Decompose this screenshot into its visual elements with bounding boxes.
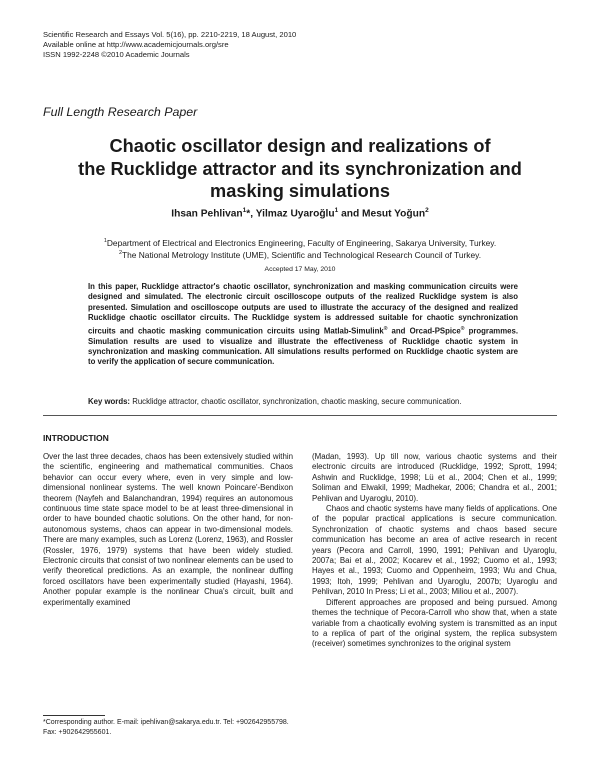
affiliation-number: 2 [118, 250, 122, 257]
affiliations [20, 236, 580, 261]
registered-mark: ® [460, 325, 465, 332]
body-paragraph: Chaos and chaotic systems have many fields of applications. One of the popular practical applications is secure communication. Synchronization of chaotic systems and chaos based secure communication has become an area of active research in recent years (Pecora and Carroll, 1990, 1991; Pehlivan and Uyaroglu, 2007a; Bai et al., 2002; Kocarev et al., 1992; Cuomo et al., 1993; Hayes et al., 1993; Cuomo and Oppenheim, 1993; Wu and Chua, 1993; Itoh, 1999; Pehlivan and Uyaroglu, 2007b; Uyaroglu and Pehlivan, 2010 In Press; Li et al., 2003; Miliou et al., 2007). [312, 504, 557, 597]
author-conjunction: and [341, 208, 360, 220]
keywords-label: Key words: [88, 397, 131, 406]
author-name: Yilmaz Uyaroğlu [255, 208, 335, 220]
paper-type: Full Length Research Paper [43, 105, 198, 119]
abstract-text: programmes. Simulation results are used to visualize and illustrate the effectiveness of Rucklidge chaotic system in synchronization and masking communication. All simulations results performed on Rucklidge chaotic system are to verify the application of secure communication. [88, 326, 518, 367]
body-paragraph: (Madan, 1993). Up till now, various chaotic systems and their electronic circuits are introduced (Rucklidge, 1992; Sprott, 1994; Ashwin and Rucklidge, 1998; Lü et al., 2004; Chen et al., 1999; Soliman and Elwakil, 1999; Madhekar, 2006; Chandra et al., 2001; Pehlivan and Uyaroglu, 2010). [312, 452, 557, 503]
body-column-left [43, 452, 293, 608]
journal-header [43, 30, 296, 60]
author-affil-mark: 1 [242, 207, 247, 214]
abstract-text: and Orcad-PSpice [387, 326, 461, 336]
affiliation-item [20, 248, 580, 260]
abstract-text: In this paper, Rucklidge attractor's chaotic oscillator, synchronization and masking communication circuits were designed and simulated. The electronic circuit oscilloscope outputs of the realized Rucklidge system is also presented. Simulation and oscilloscope outputs are used to illustrate the accuracy of the designed and realized Rucklidge chaotic oscillator circuits. The Rucklidge system is addressed suitable for chaotic synchronization circuits and chaotic masking communication circuits using Matlab-Simulink [88, 282, 518, 336]
corresponding-mark: *, [246, 208, 254, 220]
author-name: Ihsan Pehlivan [171, 208, 243, 220]
abstract [88, 282, 518, 368]
journal-availability: Available online at http://www.academicjournals.org/sre [43, 40, 229, 49]
registered-mark: ® [383, 325, 388, 332]
paper-title [20, 135, 580, 203]
journal-citation: Scientific Research and Essays Vol. 5(16), pp. 2210-2219, 18 August, 2010 [43, 30, 297, 39]
author-affil-mark: 1 [334, 207, 339, 214]
affiliation-text: Department of Electrical and Electronics Engineering, Faculty of Engineering, Sakarya University, Turkey. [106, 237, 497, 248]
section-heading: INTRODUCTION [43, 433, 109, 443]
author-list [20, 207, 580, 219]
section-divider [43, 415, 557, 416]
affiliation-number: 1 [103, 238, 107, 244]
affiliation-item [20, 236, 580, 248]
journal-issn: ISSN 1992-2248 ©2010 Academic Journals [43, 50, 190, 59]
author-affil-mark: 2 [425, 207, 429, 214]
affiliation-text: The National Metrology Institute (UME), Scientific and Technological Research Council of Turkey. [122, 250, 482, 261]
keywords-text: Rucklidge attractor, chaotic oscillator, synchronization, chaotic masking, secure communication. [130, 397, 462, 406]
body-paragraph: Different approaches are proposed and being pursued. Among themes the technique of Pecora-Carroll who show that, when a state variable from a chaotically evolving system is transmitted as an input to a replica of part of the original system, the replica subsystem (receiver) sometimes synchronizes to the original system [312, 597, 557, 649]
title-line: Chaotic oscillator design and realizations of [109, 136, 491, 156]
accepted-date: Accepted 17 May, 2010 [264, 266, 336, 273]
body-column-right [312, 452, 557, 650]
author-name: Mesut Yoğun [362, 208, 426, 220]
title-line: the Rucklidge attractor and its synchronization and [78, 158, 522, 179]
corresponding-author-footnote: *Corresponding author. E-mail: ipehlivan@sakarya.edu.tr. Tel: +902642955798. Fax: +902642955601. [43, 719, 289, 736]
footnote-divider [43, 715, 105, 716]
title-line: masking simulations [210, 181, 390, 201]
body-paragraph: Over the last three decades, chaos has been extensively studied within the scientific, engineering and mathematical communities. Chaos behavior can occur every where, even in very simple and low-dimensional nonlinear systems. The well known Poincare'-Bendixon theorem (Nayfeh and Balanchandran, 1994) requires an autonomous continuous time state space model to be at least three-dimensional in order to have bounded chaotic solutions. On the other hand, for non-autonomous systems, chaos can appear in two-dimensional models. There are many examples, such as Lorenz (Lorenz, 1963), and Rossler (Rossler, 1976, 1979) systems that have been widely studied. Electronic circuits that consist of two nonlinear elements can be used to verify theoretical predictions. As an example, the nonlinear duffing forced oscillators have been experimentally studied (Hayashi, 1964). Another popular example is the nonlinear Chua's circuit, built and experimentally examined [43, 452, 293, 607]
keywords [88, 397, 548, 406]
